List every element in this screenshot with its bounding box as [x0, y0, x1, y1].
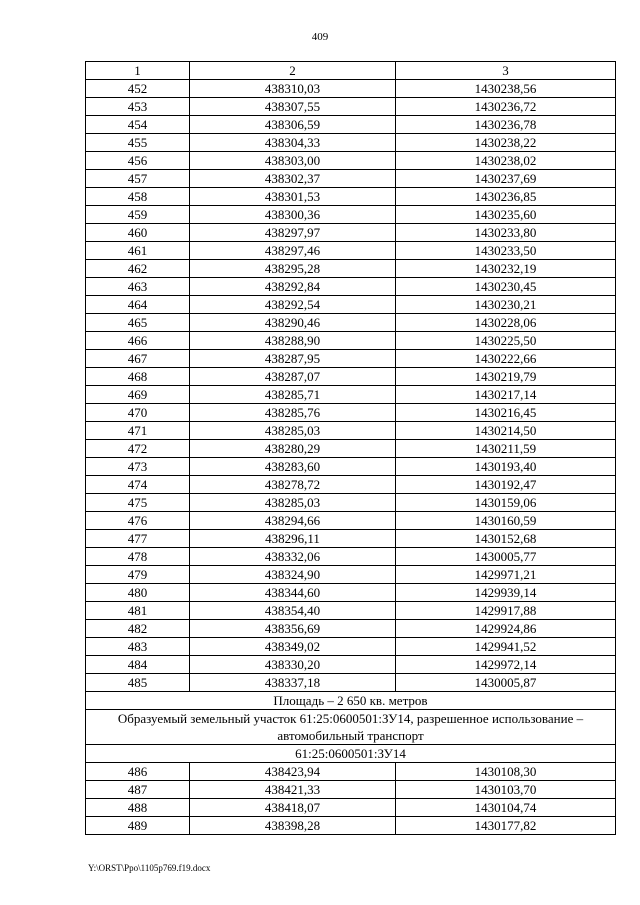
- y-coordinate-cell: 1429939,14: [396, 584, 616, 602]
- point-number-cell: 489: [86, 817, 190, 835]
- y-coordinate-cell: 1430232,19: [396, 260, 616, 278]
- y-coordinate-cell: 1430222,66: [396, 350, 616, 368]
- y-coordinate-cell: 1430005,87: [396, 674, 616, 692]
- x-coordinate-cell: 438324,90: [190, 566, 396, 584]
- table-row: [86, 80, 616, 98]
- table-row: [86, 584, 616, 602]
- point-number-cell: 485: [86, 674, 190, 692]
- x-coordinate-cell: 438285,03: [190, 422, 396, 440]
- x-coordinate-cell: 438307,55: [190, 98, 396, 116]
- y-coordinate-cell: 1430005,77: [396, 548, 616, 566]
- table-row: [86, 799, 616, 817]
- x-coordinate-cell: 438290,46: [190, 314, 396, 332]
- x-coordinate-cell: 438306,59: [190, 116, 396, 134]
- x-coordinate-cell: 438295,28: [190, 260, 396, 278]
- x-coordinate-cell: 438398,28: [190, 817, 396, 835]
- point-number-cell: 466: [86, 332, 190, 350]
- x-coordinate-cell: 438278,72: [190, 476, 396, 494]
- point-number-cell: 463: [86, 278, 190, 296]
- table-row: [86, 296, 616, 314]
- point-number-cell: 462: [86, 260, 190, 278]
- point-number-cell: 468: [86, 368, 190, 386]
- point-number-cell: 470: [86, 404, 190, 422]
- x-coordinate-cell: 438304,33: [190, 134, 396, 152]
- point-number-cell: 455: [86, 134, 190, 152]
- point-number-cell: 471: [86, 422, 190, 440]
- table-row: [86, 674, 616, 692]
- parcel-section: [86, 692, 616, 763]
- point-number-cell: 472: [86, 440, 190, 458]
- table-row: [86, 638, 616, 656]
- table-row: [86, 458, 616, 476]
- y-coordinate-cell: 1430225,50: [396, 332, 616, 350]
- y-coordinate-cell: 1430238,22: [396, 134, 616, 152]
- table-row: [86, 512, 616, 530]
- x-coordinate-cell: 438330,20: [190, 656, 396, 674]
- table-row: [86, 476, 616, 494]
- x-coordinate-cell: 438288,90: [190, 332, 396, 350]
- x-coordinate-cell: 438285,71: [190, 386, 396, 404]
- point-number-cell: 476: [86, 512, 190, 530]
- table-row: [86, 134, 616, 152]
- y-coordinate-cell: 1430219,79: [396, 368, 616, 386]
- footer-file-path: Y:\ORST\Ppo\1105p769.f19.docx: [88, 863, 211, 873]
- x-coordinate-cell: 438302,37: [190, 170, 396, 188]
- table-row: [86, 404, 616, 422]
- table-row: [86, 314, 616, 332]
- table-row: [86, 152, 616, 170]
- y-coordinate-cell: 1430235,60: [396, 206, 616, 224]
- y-coordinate-cell: 1429971,21: [396, 566, 616, 584]
- point-number-cell: 488: [86, 799, 190, 817]
- y-coordinate-cell: 1430233,80: [396, 224, 616, 242]
- x-coordinate-cell: 438310,03: [190, 80, 396, 98]
- point-number-cell: 480: [86, 584, 190, 602]
- description-row: [86, 710, 616, 745]
- point-number-cell: 459: [86, 206, 190, 224]
- column-header: 2: [190, 62, 396, 80]
- table-row: [86, 368, 616, 386]
- y-coordinate-cell: 1430238,02: [396, 152, 616, 170]
- area-row: [86, 692, 616, 710]
- parcel-id-row: [86, 745, 616, 763]
- point-number-cell: 453: [86, 98, 190, 116]
- y-coordinate-cell: 1430228,06: [396, 314, 616, 332]
- x-coordinate-cell: 438354,40: [190, 602, 396, 620]
- column-header: 1: [86, 62, 190, 80]
- y-coordinate-cell: 1429924,86: [396, 620, 616, 638]
- x-coordinate-cell: 438283,60: [190, 458, 396, 476]
- y-coordinate-cell: 1430214,50: [396, 422, 616, 440]
- table-row: [86, 188, 616, 206]
- parcel-description: Образуемый земельный участок 61:25:0600501:ЗУ14, разрешенное использование – автомобильный транспорт: [86, 710, 616, 745]
- y-coordinate-cell: 1430236,85: [396, 188, 616, 206]
- x-coordinate-cell: 438292,84: [190, 278, 396, 296]
- y-coordinate-cell: 1430236,72: [396, 98, 616, 116]
- coordinates-table: [85, 61, 616, 835]
- x-coordinate-cell: 438294,66: [190, 512, 396, 530]
- y-coordinate-cell: 1430177,82: [396, 817, 616, 835]
- y-coordinate-cell: 1430103,70: [396, 781, 616, 799]
- y-coordinate-cell: 1430238,56: [396, 80, 616, 98]
- x-coordinate-cell: 438287,95: [190, 350, 396, 368]
- point-number-cell: 461: [86, 242, 190, 260]
- table-row: [86, 278, 616, 296]
- table-row: [86, 350, 616, 368]
- area-text: Площадь – 2 650 кв. метров: [86, 692, 616, 710]
- point-number-cell: 475: [86, 494, 190, 512]
- y-coordinate-cell: 1429917,88: [396, 602, 616, 620]
- coordinates-body-b: [86, 763, 616, 835]
- x-coordinate-cell: 438332,06: [190, 548, 396, 566]
- y-coordinate-cell: 1429972,14: [396, 656, 616, 674]
- point-number-cell: 452: [86, 80, 190, 98]
- x-coordinate-cell: 438287,07: [190, 368, 396, 386]
- y-coordinate-cell: 1430230,45: [396, 278, 616, 296]
- table-row: [86, 332, 616, 350]
- point-number-cell: 474: [86, 476, 190, 494]
- point-number-cell: 467: [86, 350, 190, 368]
- x-coordinate-cell: 438297,97: [190, 224, 396, 242]
- x-coordinate-cell: 438285,76: [190, 404, 396, 422]
- coordinates-body-a: [86, 80, 616, 692]
- point-number-cell: 465: [86, 314, 190, 332]
- page-number: 409: [311, 31, 329, 43]
- table-row: [86, 422, 616, 440]
- column-header: 3: [396, 62, 616, 80]
- table-row: [86, 763, 616, 781]
- y-coordinate-cell: 1430193,40: [396, 458, 616, 476]
- point-number-cell: 457: [86, 170, 190, 188]
- y-coordinate-cell: 1430217,14: [396, 386, 616, 404]
- table-row: [86, 440, 616, 458]
- x-coordinate-cell: 438349,02: [190, 638, 396, 656]
- point-number-cell: 473: [86, 458, 190, 476]
- point-number-cell: 456: [86, 152, 190, 170]
- table-row: [86, 224, 616, 242]
- y-coordinate-cell: 1430192,47: [396, 476, 616, 494]
- point-number-cell: 464: [86, 296, 190, 314]
- table-row: [86, 548, 616, 566]
- y-coordinate-cell: 1430233,50: [396, 242, 616, 260]
- point-number-cell: 454: [86, 116, 190, 134]
- y-coordinate-cell: 1430159,06: [396, 494, 616, 512]
- y-coordinate-cell: 1430236,78: [396, 116, 616, 134]
- y-coordinate-cell: 1430216,45: [396, 404, 616, 422]
- point-number-cell: 482: [86, 620, 190, 638]
- x-coordinate-cell: 438301,53: [190, 188, 396, 206]
- table-row: [86, 98, 616, 116]
- y-coordinate-cell: 1430211,59: [396, 440, 616, 458]
- x-coordinate-cell: 438285,03: [190, 494, 396, 512]
- x-coordinate-cell: 438300,36: [190, 206, 396, 224]
- point-number-cell: 469: [86, 386, 190, 404]
- x-coordinate-cell: 438421,33: [190, 781, 396, 799]
- x-coordinate-cell: 438297,46: [190, 242, 396, 260]
- y-coordinate-cell: 1430230,21: [396, 296, 616, 314]
- point-number-cell: 479: [86, 566, 190, 584]
- table-row: [86, 530, 616, 548]
- x-coordinate-cell: 438296,11: [190, 530, 396, 548]
- table-row: [86, 494, 616, 512]
- parcel-id: 61:25:0600501:ЗУ14: [86, 745, 616, 763]
- table-row: [86, 386, 616, 404]
- point-number-cell: 477: [86, 530, 190, 548]
- y-coordinate-cell: 1430237,69: [396, 170, 616, 188]
- x-coordinate-cell: 438292,54: [190, 296, 396, 314]
- table-row: [86, 656, 616, 674]
- point-number-cell: 484: [86, 656, 190, 674]
- point-number-cell: 481: [86, 602, 190, 620]
- point-number-cell: 458: [86, 188, 190, 206]
- y-coordinate-cell: 1430152,68: [396, 530, 616, 548]
- table-row: [86, 260, 616, 278]
- point-number-cell: 460: [86, 224, 190, 242]
- table-row: [86, 242, 616, 260]
- x-coordinate-cell: 438423,94: [190, 763, 396, 781]
- table-row: [86, 116, 616, 134]
- table-row: [86, 817, 616, 835]
- table-row: [86, 602, 616, 620]
- x-coordinate-cell: 438303,00: [190, 152, 396, 170]
- x-coordinate-cell: 438356,69: [190, 620, 396, 638]
- table-row: [86, 781, 616, 799]
- y-coordinate-cell: 1430104,74: [396, 799, 616, 817]
- point-number-cell: 483: [86, 638, 190, 656]
- table-header-row: [86, 62, 616, 80]
- y-coordinate-cell: 1430160,59: [396, 512, 616, 530]
- point-number-cell: 486: [86, 763, 190, 781]
- table-row: [86, 566, 616, 584]
- table-row: [86, 170, 616, 188]
- table-row: [86, 620, 616, 638]
- table-row: [86, 206, 616, 224]
- point-number-cell: 487: [86, 781, 190, 799]
- y-coordinate-cell: 1430108,30: [396, 763, 616, 781]
- point-number-cell: 478: [86, 548, 190, 566]
- x-coordinate-cell: 438337,18: [190, 674, 396, 692]
- x-coordinate-cell: 438280,29: [190, 440, 396, 458]
- x-coordinate-cell: 438344,60: [190, 584, 396, 602]
- x-coordinate-cell: 438418,07: [190, 799, 396, 817]
- y-coordinate-cell: 1429941,52: [396, 638, 616, 656]
